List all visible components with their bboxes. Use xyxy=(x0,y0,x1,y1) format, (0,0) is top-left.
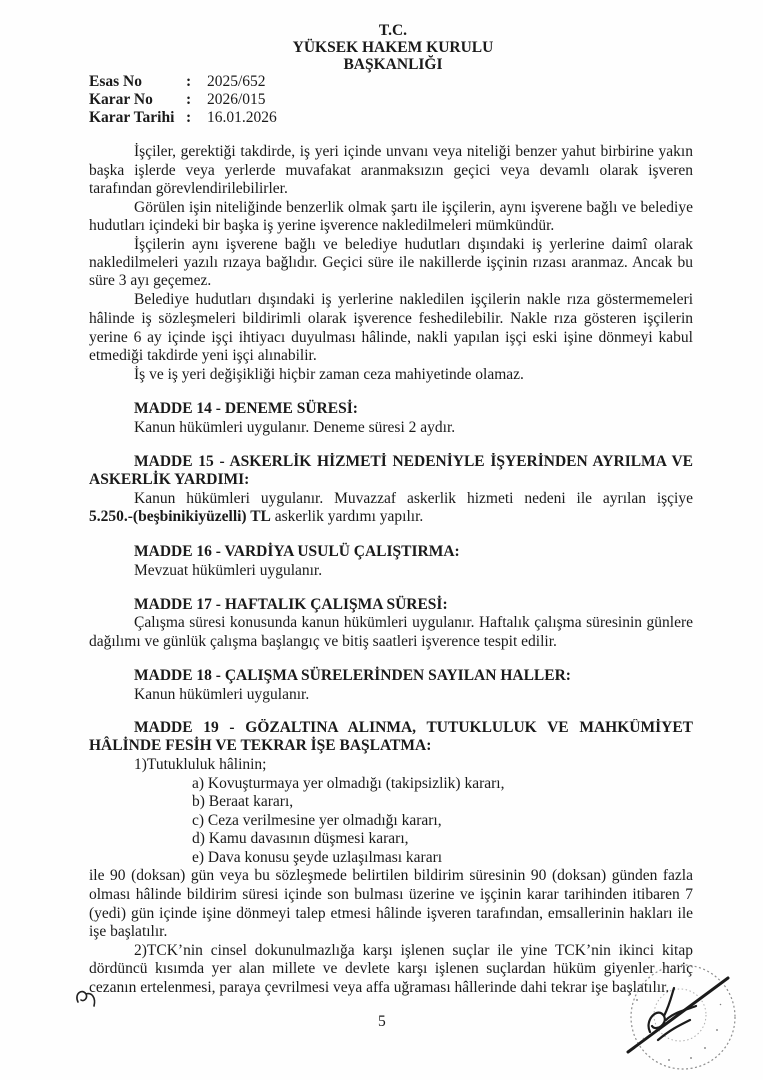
article-19-intro: 1)Tutukluluk hâlinin; xyxy=(134,756,267,773)
article-17-text: Çalışma süresi konusunda kanun hükümleri uygulanır. Haftalık çalışma süresinin günlere xyxy=(134,614,693,631)
header-tc: T.C. xyxy=(378,22,408,39)
article-17-title: MADDE 17 - HAFTALIK ÇALIŞMA SÜRESİ: xyxy=(134,596,448,613)
article-17-text-cont: dağılımı ve günlük çalışma başlangıç ve bitiş saatleri işverence tespit edilir. xyxy=(89,633,557,650)
article-19-title: MADDE 19 - GÖZALTINA ALINMA, TUTUKLULUK VE MAHKÛMİYET xyxy=(134,719,693,736)
paragraph-line: nakledilmeleri yazılı rızaya bağlıdır. Geçici süre ile nakillerde işçinin rızası aranmaz. Ancak bu xyxy=(89,254,693,271)
paragraph-line: ile 90 (doksan) gün veya bu sözleşmede belirtilen bildirim süresinin 90 (doksan) günden fazla xyxy=(89,867,693,884)
paragraph-line: İş ve iş yeri değişikliği hiçbir zaman ceza mahiyetinde olamaz. xyxy=(134,366,524,383)
handwritten-initial-icon xyxy=(72,984,102,1012)
list-item: b) Beraat kararı, xyxy=(192,793,294,810)
paragraph-line: süre 3 ayı geçemez. xyxy=(89,272,212,289)
paragraph-line: (yedi) gün içinde işine dönmeyi talep etmesi hâlinde işveren tarafından, emsallerinin hakları ile xyxy=(89,905,693,922)
list-item: c) Ceza verilmesine yer olmadığı kararı, xyxy=(192,812,442,829)
meta-value: 2026/015 xyxy=(207,91,266,108)
paragraph-line: İşçiler, gerektiği takdirde, iş yeri içinde unvanı veya niteliği benzer yahut birbirine yakın xyxy=(134,143,693,160)
article-15-text-cont xyxy=(89,508,693,526)
article-14-text: Kanun hükümleri uygulanır. Deneme süresi 2 aydır. xyxy=(134,419,456,436)
paragraph-line: hâlinde iş sözleşmeleri bildirimli olarak işverence feshedilebilir. Nakle rıza gösteren işçilerin xyxy=(89,310,693,327)
paragraph-line: başka işlerde veya yerlerde muvafakat aranmaksızın geçici veya devamlı olarak işveren xyxy=(89,162,693,179)
article-19-title-cont: HÂLİNDE FESİH VE TEKRAR İŞE BAŞLATMA: xyxy=(89,737,432,754)
meta-label: Karar Tarihi xyxy=(89,109,175,126)
list-item: d) Kamu davasının düşmesi kararı, xyxy=(192,830,409,847)
official-stamp-signature-icon xyxy=(608,960,758,1075)
paragraph-line: hudutları içindeki bir başka iş yerine işverence nakledilmeleri mümkündür. xyxy=(89,217,555,234)
paragraph-line: işe başlatılır. xyxy=(89,923,168,940)
paragraph-line: yerine 6 ay içinde işçi ihtiyacı duyulması hâlinde, nakli yapılan işçi eski işine dönmeyi kabul xyxy=(89,329,693,346)
paragraph-line: tarafından görevlendirilebilirler. xyxy=(89,180,288,197)
paragraph-line: 2)TCK’nin cinsel dokunulmazlığa karşı işlenen suçlar ile yine TCK’nin ikinci kitap xyxy=(134,942,693,959)
meta-value: 16.01.2026 xyxy=(207,109,277,126)
meta-colon: : xyxy=(186,109,192,126)
paragraph-line: dördüncü kısımda yer alan millete ve devlete karşı işlenen suçlardan hüküm giyenler hariç xyxy=(89,960,693,977)
article-16-title: MADDE 16 - VARDİYA USULÜ ÇALIŞTIRMA: xyxy=(134,543,460,560)
header-institution: YÜKSEK HAKEM KURULU xyxy=(292,39,494,56)
article-15-text: Kanun hükümleri uygulanır. Muvazzaf askerlik hizmeti nedeni ile ayrılan işçiye xyxy=(134,490,693,507)
article-18-text: Kanun hükümleri uygulanır. xyxy=(134,686,310,703)
article-15-title-cont: ASKERLİK YARDIMI: xyxy=(89,471,250,488)
paragraph-line: Belediye hudutları dışındaki iş yerlerine nakledilen işçilerin nakle rıza göstermemeleri xyxy=(134,291,693,308)
list-item: a) Kovuşturmaya yer olmadığı (takipsizlik) kararı, xyxy=(192,775,505,792)
article-14-title: MADDE 14 - DENEME SÜRESİ: xyxy=(134,400,358,417)
military-aid-amount: 5.250.-(beşbinikiyüzelli) TL xyxy=(89,508,271,525)
page-number: 5 xyxy=(378,1013,386,1030)
meta-value: 2025/652 xyxy=(207,73,266,90)
paragraph-line: Görülen işin niteliğinde benzerlik olmak şartı ile işçilerin, aynı işverene bağlı ve belediye xyxy=(134,199,693,216)
header-presidency: BAŞKANLIĞI xyxy=(343,56,443,73)
paragraph-line: İşçilerin aynı işverene bağlı ve belediye hudutları dışındaki iş yerlerine daimî olarak xyxy=(134,236,693,253)
meta-label: Esas No xyxy=(89,73,142,90)
article-15-text-tail: askerlik yardımı yapılır. xyxy=(270,508,424,525)
meta-label: Karar No xyxy=(89,91,153,108)
list-item: e) Dava konusu şeyde uzlaşılması kararı xyxy=(192,849,443,866)
meta-colon: : xyxy=(186,73,192,90)
paragraph-line: olması hâlinde bildirim süresi içinde son bulması üzerine ve işçinin karar tarihinden itibaren 7 xyxy=(89,886,693,903)
meta-colon: : xyxy=(186,91,192,108)
article-16-text: Mevzuat hükümleri uygulanır. xyxy=(134,562,323,579)
paragraph-line: etmediği takdirde yeni işçi alınabilir. xyxy=(89,347,317,364)
article-18-title: MADDE 18 - ÇALIŞMA SÜRELERİNDEN SAYILAN HALLER: xyxy=(134,667,571,684)
article-15-title: MADDE 15 - ASKERLİK HİZMETİ NEDENİYLE İŞYERİNDEN AYRILMA VE xyxy=(134,453,693,470)
paragraph-line: cezanın ertelenmesi, paraya çevrilmesi veya affa uğraması hâllerinde dahi tekrar işe başlatılır. xyxy=(89,979,670,996)
